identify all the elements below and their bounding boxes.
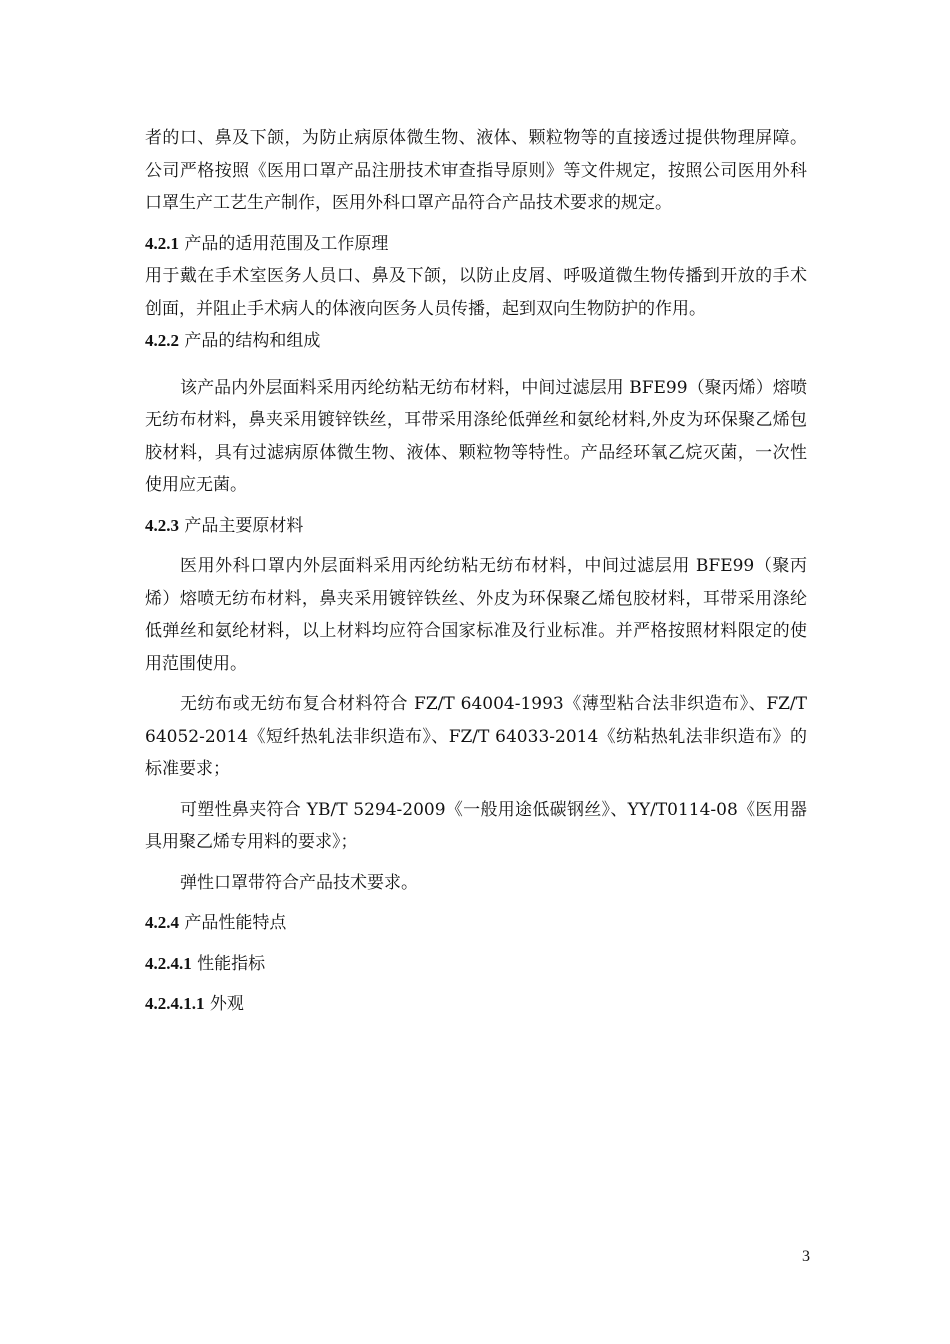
section-heading-4-2-3 (145, 510, 807, 543)
structure-paragraph: 该产品内外层面料采用丙纶纺粘无纺布材料，中间过滤层用 BFE99（聚丙烯）熔喷无纺布材料，鼻夹采用镀锌铁丝，耳带采用涤纶低弹丝和氨纶材料,外皮为环保聚乙烯包胶材料，具有过滤病原体微生物、液体、颗粒物等特性。产品经环氧乙烷灭菌，一次性使用应无菌。 (145, 377, 807, 495)
heading-number: 4.2.3 (145, 515, 179, 535)
scope-paragraph: 用于戴在手术室医务人员口、鼻及下颌，以防止皮屑、呼吸道微生物传播到开放的手术创面，并阻止手术病人的体液向医务人员传播，起到双向生物防护的作用。 (145, 266, 807, 319)
page-body (145, 122, 807, 1021)
heading-number: 4.2.2 (145, 331, 179, 350)
nonwoven-standard-paragraph: 无纺布或无纺布复合材料符合 FZ/T 64004-1993《薄型粘合法非织造布》、FZ/T 64052-2014《短纤热轧法非织造布》、FZ/T 64033-2014《纺粘热轧法非织造布》的标准要求； (145, 694, 807, 779)
section-heading-4-2-4 (145, 907, 807, 940)
nose-clip-standard-paragraph: 可塑性鼻夹符合 YB/T 5294-2009《一般用途低碳钢丝》、YY/T0114-08《医用器具用聚乙烯专用料的要求》； (145, 799, 807, 852)
heading-number: 4.2.1 (145, 233, 179, 253)
section-heading-4-2-1 (145, 228, 807, 261)
intro-paragraph: 者的口、鼻及下颌，为防止病原体微生物、液体、颗粒物等的直接透过提供物理屏障。公司严格按照《医用口罩产品注册技术审查指导原则》等文件规定，按照公司医用外科口罩生产工艺生产制作，医用外科口罩产品符合产品技术要求的规定。 (145, 128, 807, 213)
heading-number: 4.2.4.1 (145, 953, 192, 973)
page-number: 3 (802, 1248, 810, 1265)
heading-number: 4.2.4 (145, 913, 179, 932)
materials-paragraph: 医用外科口罩内外层面料采用丙纶纺粘无纺布材料，中间过滤层用 BFE99（聚丙烯）熔喷无纺布材料，鼻夹采用镀锌铁丝、外皮为环保聚乙烯包胶材料，耳带采用涤纶低弹丝和氨纶材料，以上材料均应符合国家标准及行业标准。并严格按照材料限定的使用范围使用。 (145, 556, 807, 674)
ear-band-paragraph: 弹性口罩带符合产品技术要求。 (180, 872, 418, 893)
heading-text: 产品主要原材料 (179, 515, 304, 536)
heading-text: 产品的结构和组成 (179, 331, 321, 351)
section-heading-4-2-4-1-1 (145, 988, 807, 1021)
section-heading-4-2-2 (145, 325, 807, 358)
heading-number: 4.2.4.1.1 (145, 994, 205, 1013)
heading-text: 性能指标 (191, 953, 266, 974)
heading-text: 产品性能特点 (179, 913, 287, 933)
heading-text: 外观 (204, 994, 244, 1014)
section-heading-4-2-4-1 (145, 948, 807, 981)
heading-text: 产品的适用范围及工作原理 (179, 233, 389, 254)
